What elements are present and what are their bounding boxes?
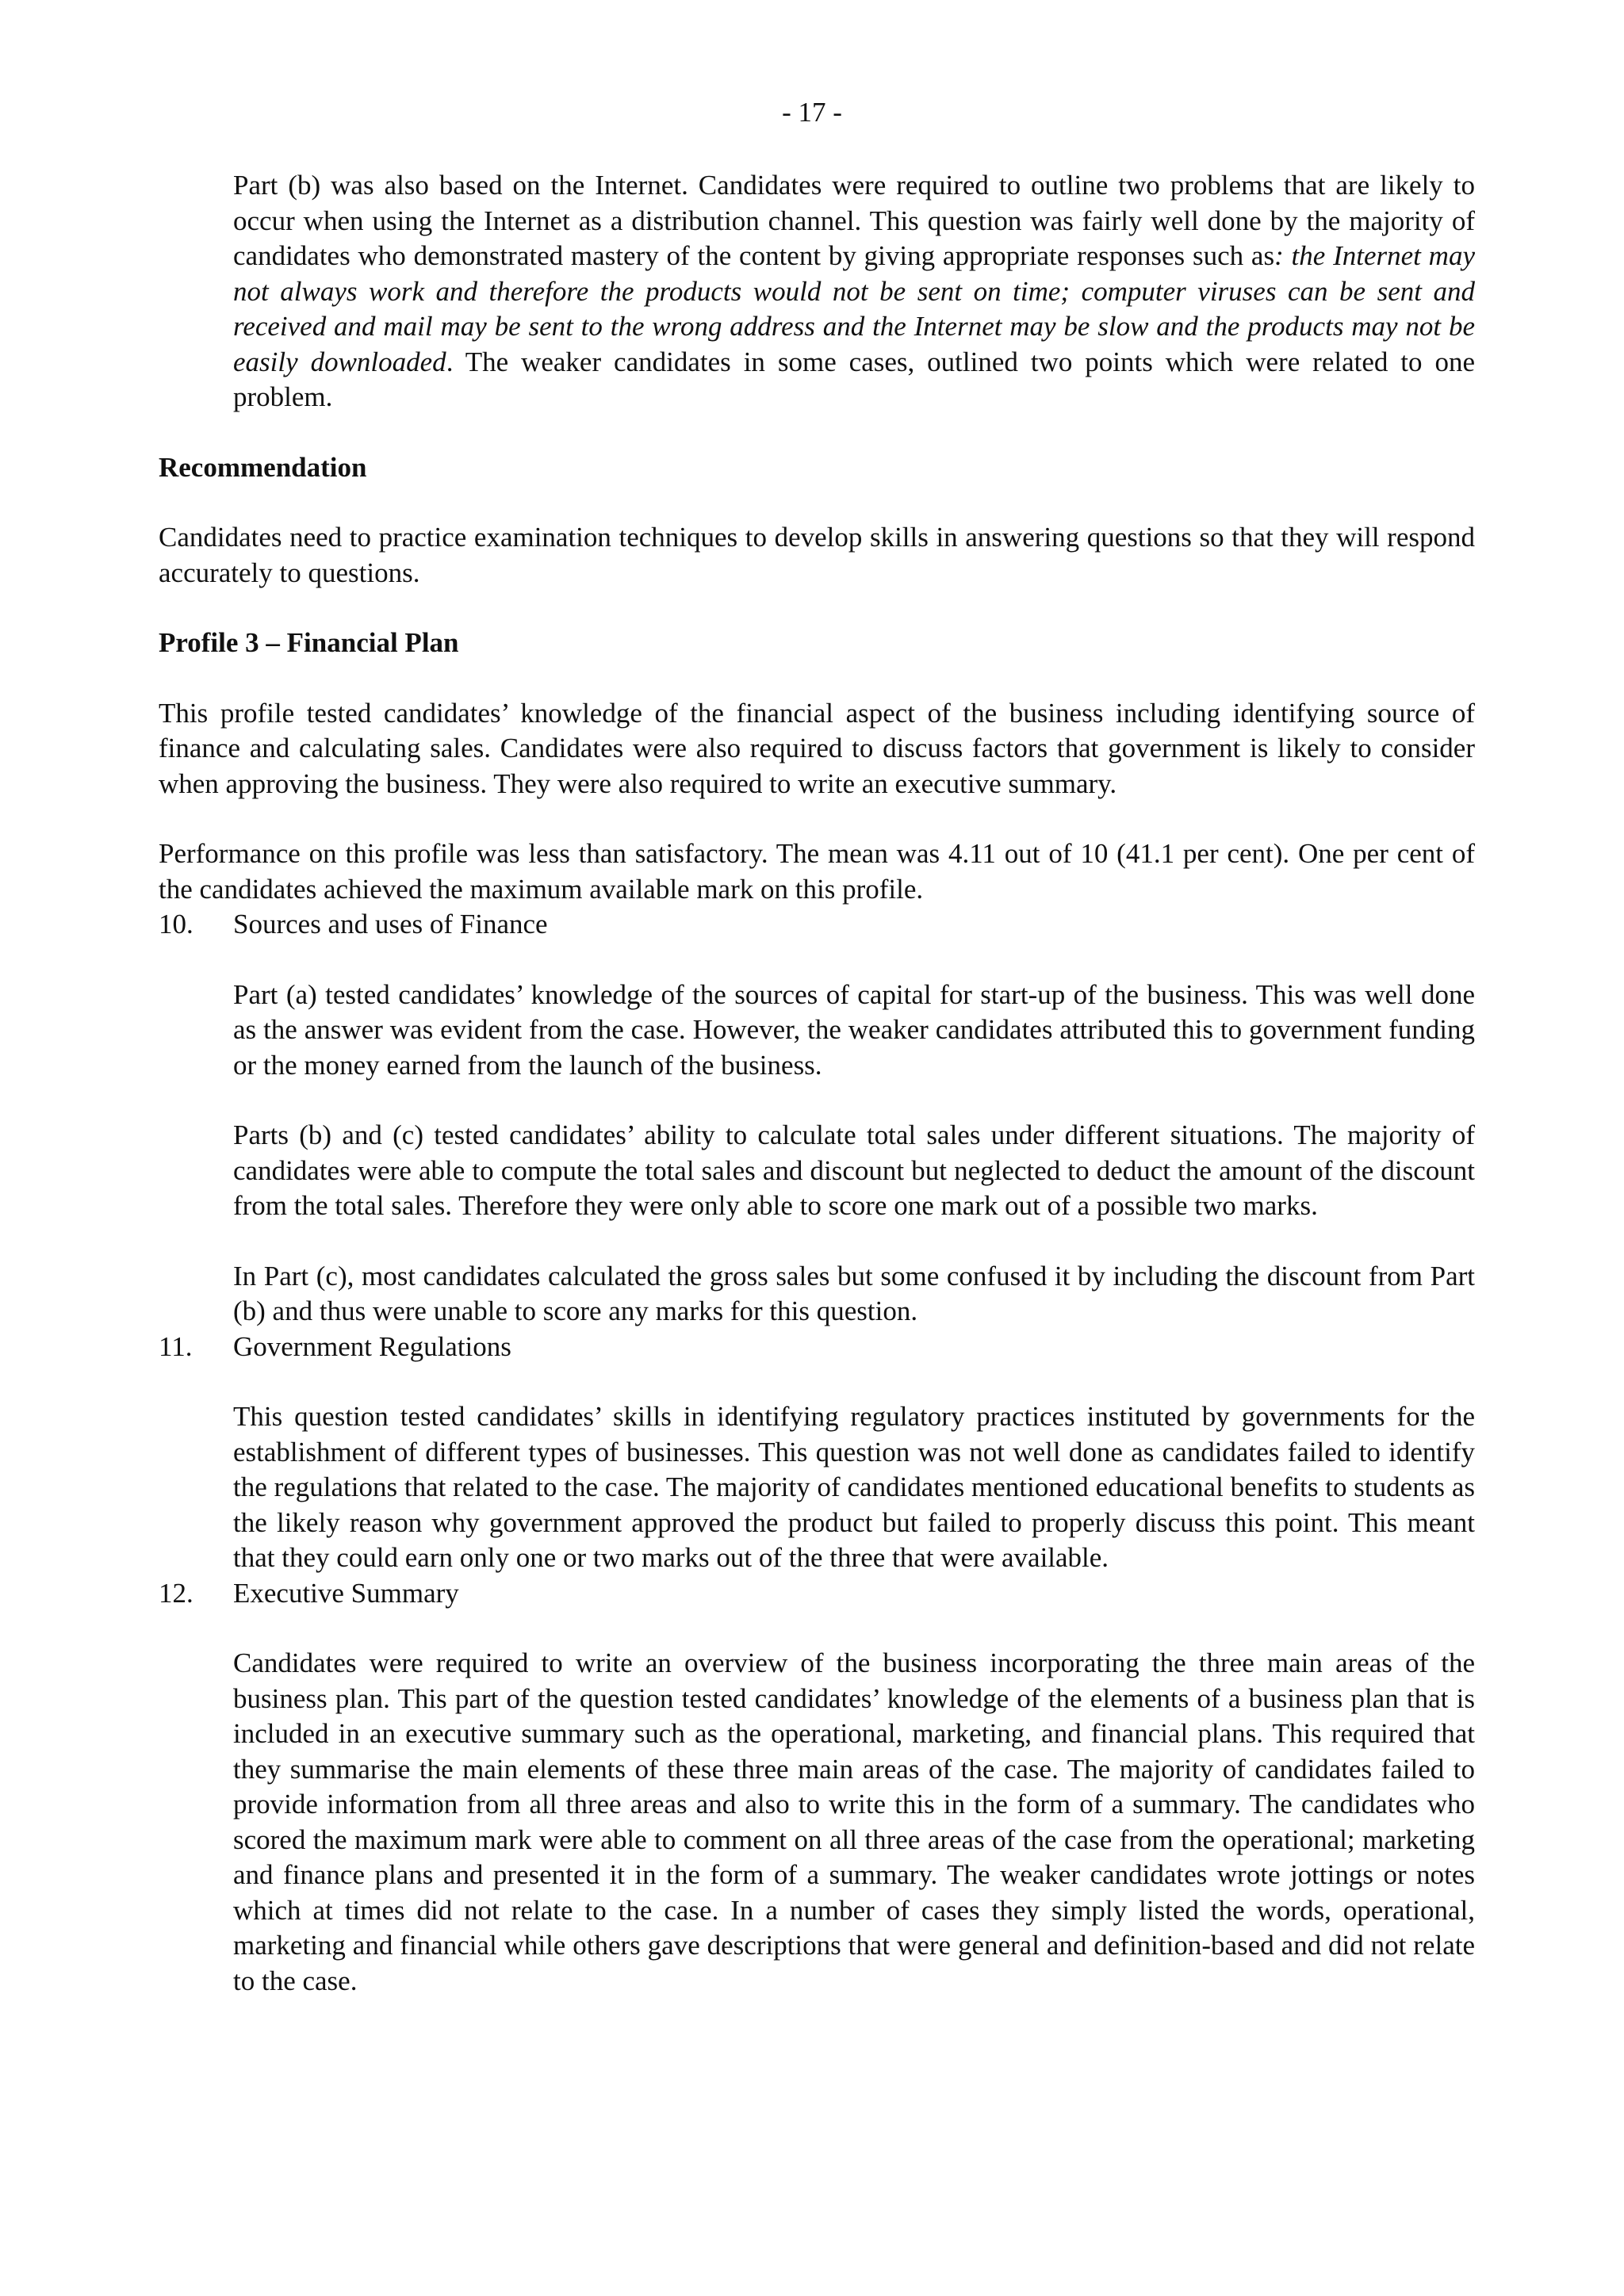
question-11-heading: [159, 1330, 1475, 1365]
question-10-paragraph: In Part (c), most candidates calculated the gross sales but some confused it by including the discount from Part (b) and thus were unable to score any marks for this question.: [233, 1260, 1475, 1326]
question-number: 11.: [159, 1330, 193, 1362]
part-b-text-end: . The weaker candidates in some cases, outlined two points which were related to one problem.: [233, 346, 1475, 412]
question-number: 12.: [159, 1577, 193, 1609]
recommendation-heading: Recommendation: [159, 451, 367, 483]
question-10-paragraph: Parts (b) and (c) tested candidates’ ability to calculate total sales under different situations. The majority of candidates were able to compute the total sales and discount but neglected to deduct the amount of the discount from the total sales. Therefore they were only able to score one mark out of a possible two marks.: [233, 1119, 1475, 1221]
question-11-paragraph: This question tested candidates’ skills in identifying regulatory practices instituted by governments for the establishment of different types of businesses. This question was not well done as candidates failed to identify the regulations that related to the case. The majority of candidates mentioned educational benefits to students as the likely reason why government approved the product but failed to properly discuss this point. This meant that they could earn only one or two marks out of the three that were available.: [233, 1401, 1475, 1573]
question-12-heading: [159, 1576, 1475, 1612]
question-10-heading: [159, 907, 1475, 943]
question-number: 10.: [159, 909, 193, 939]
recommendation-text: Candidates need to practice examination techniques to develop skills in answering questions so that they will respond accurately to questions.: [159, 522, 1475, 588]
question-title: Sources and uses of Finance: [233, 909, 548, 939]
question-title: Government Regulations: [233, 1330, 511, 1362]
page-content: [159, 168, 1475, 1999]
profile-3-intro: This profile tested candidates’ knowledge of the financial aspect of the business including identifying source of finance and calculating sales. Candidates were also required to discuss factors that government is likely to consider when approving the business. They were also required to write an executive summary.: [159, 697, 1475, 799]
part-b-italic-examples: : the Internet may not always work and therefore the products would not be sent on time; computer viruses can be sent and received and mail may be sent to the wrong address and the Internet may be slow and the products may not be easily downloaded: [233, 240, 1475, 377]
part-b-paragraph: [233, 168, 1475, 415]
question-title: Executive Summary: [233, 1577, 459, 1609]
profile-3-heading: Profile 3 – Financial Plan: [159, 627, 459, 658]
page-number: - 17 -: [782, 97, 842, 128]
part-b-text-start: Part (b) was also based on the Internet. Candidates were required to outline two problems that are likely to occur when using the Internet as a distribution channel. This question was fairly well done by the majority of candidates who demonstrated mastery of the content by giving appropriate responses such as: [233, 170, 1475, 271]
question-10-paragraph: Part (a) tested candidates’ knowledge of the sources of capital for start-up of the business. This was well done as the answer was evident from the case. However, the weaker candidates attributed this to government funding or the money earned from the launch of the business.: [233, 978, 1475, 1081]
profile-3-performance: Performance on this profile was less than satisfactory. The mean was 4.11 out of 10 (41.1 per cent). One per cent of the candidates achieved the maximum available mark on this profile.: [159, 838, 1475, 905]
question-12-paragraph: Candidates were required to write an overview of the business incorporating the three main areas of the business plan. This part of the question tested candidates’ knowledge of the elements of a business plan that is included in an executive summary such as the operational, marketing, and financial plans. This required that they summarise the main elements of these three main areas of the case. The majority of candidates failed to provide information from all three areas and also to write this in the form of a summary. The candidates who scored the maximum mark were able to comment on all three areas of the case from the operational; marketing and finance plans and presented it in the form of a summary. The weaker candidates wrote jottings or notes which at times did not relate to the case. In a number of cases they simply listed the words, operational, marketing and financial while others gave descriptions that were general and definition-based and did not relate to the case.: [233, 1647, 1475, 1996]
